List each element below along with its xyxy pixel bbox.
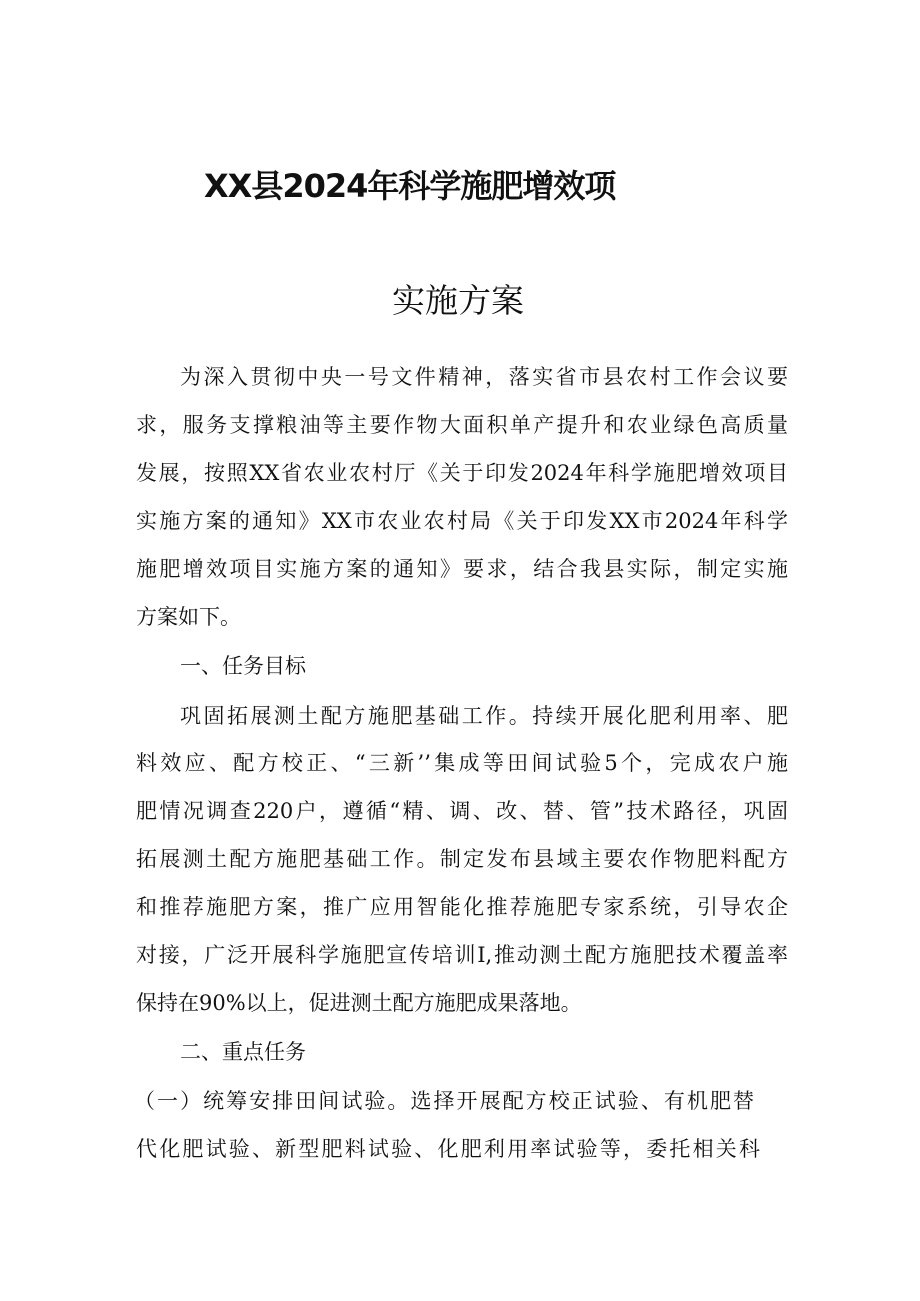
section1-line-1: 巩固拓展测土配方施肥基础工作。持续开展化肥利用率、肥 [180, 704, 788, 728]
section1-line-7: 保持在90%以上，促进测土配方施肥成果落地。 [136, 991, 582, 1015]
section2-line-2: 代化肥试验、新型肥料试验、化肥利用率试验等，委托相关科 [136, 1137, 760, 1161]
intro-line-2: 求，服务支撑粮油等主要作物大面积单产提升和农业绿色高质量 [136, 413, 788, 437]
section2-heading: 二、重点任务 [180, 1040, 306, 1064]
intro-line-6: 方案如下。 [136, 605, 241, 629]
section1-line-3: 肥情况调查220户，遵循“精、调、改、替、管”技术路径，巩固 [136, 799, 788, 823]
document-title-line2: 实施方案 [392, 281, 524, 320]
section1-line-5: 和推荐施肥方案，推广应用智能化推荐施肥专家系统，引导农企 [136, 895, 788, 919]
section2-line-1: （一）统筹安排田间试验。选择开展配方校正试验、有机肥替 [134, 1089, 754, 1113]
document-title-line1: XX县2024年科学施肥增效项 [204, 167, 616, 205]
intro-line-1: 为深入贯彻中央一号文件精神，落实省市县农村工作会议要 [180, 365, 788, 389]
intro-line-5: 施肥增效项目实施方案的通知》要求，结合我县实际，制定实施 [136, 557, 788, 581]
section1-line-6: 对接，广泛开展科学施肥宣传培训I,推动测土配方施肥技术覆盖率 [136, 943, 788, 967]
intro-line-3: 发展，按照XX省农业农村厅《关于印发2024年科学施肥增效项目 [136, 461, 788, 485]
section1-line-4: 拓展测土配方施肥基础工作。制定发布县域主要农作物肥料配方 [136, 847, 788, 871]
section1-heading: 一、任务目标 [180, 654, 306, 678]
section1-line-2: 料效应、配方校正、“三新’’集成等田间试验5个，完成农户施 [136, 751, 788, 775]
intro-line-4: 实施方案的通知》XX市农业农村局《关于印发XX市2024年科学 [136, 509, 788, 533]
